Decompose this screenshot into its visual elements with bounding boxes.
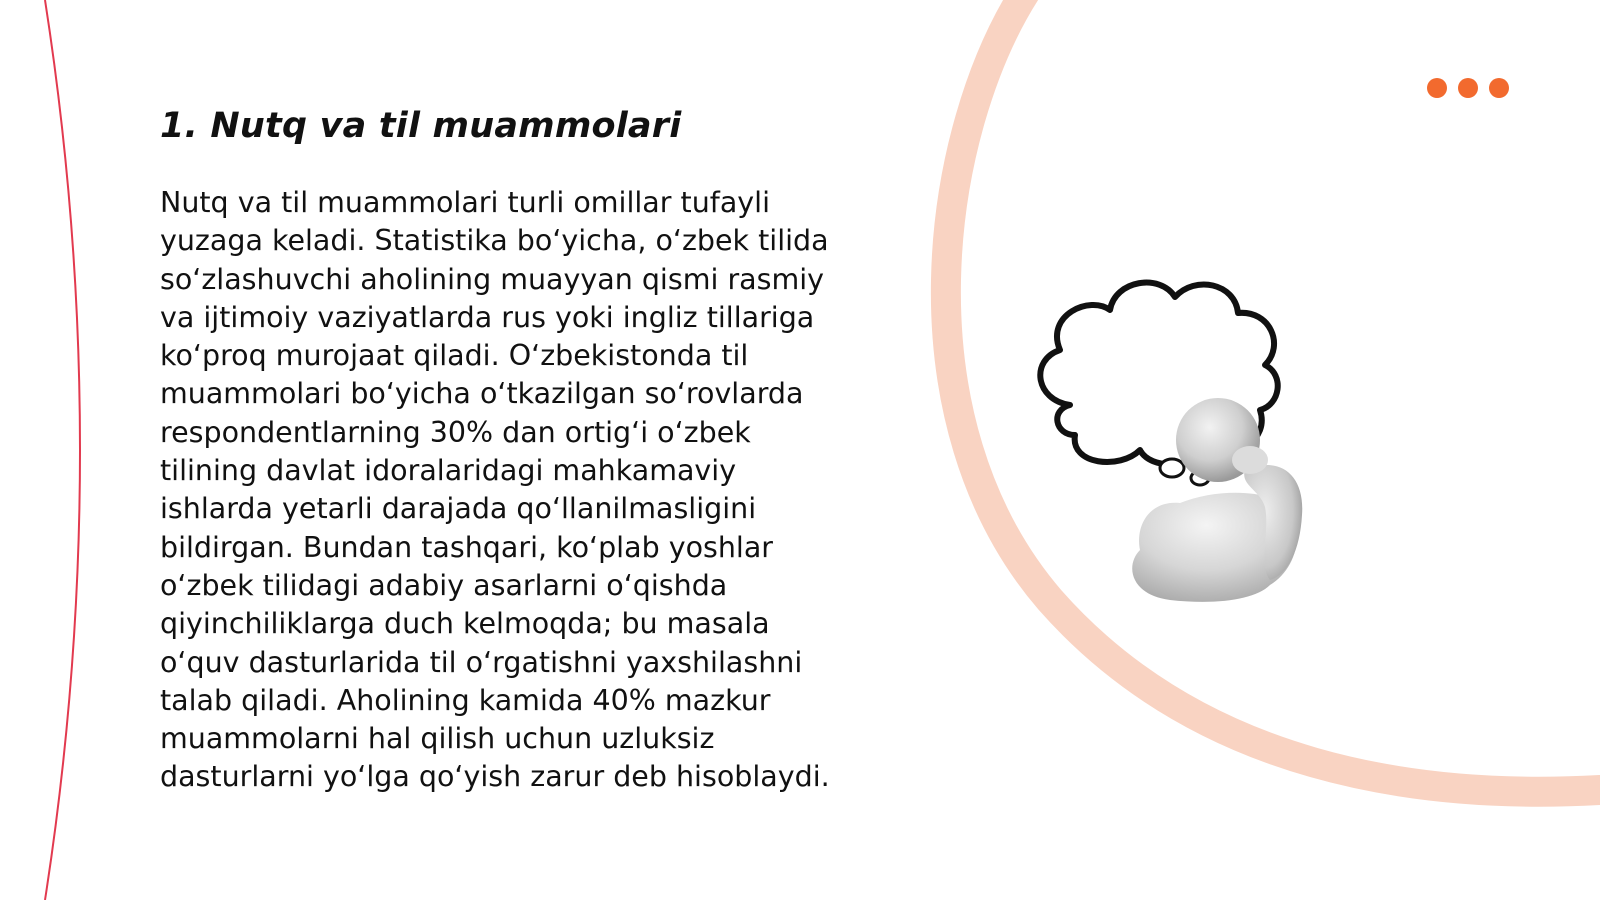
thought-bubble-small [1160,459,1184,477]
dot [1458,78,1478,98]
slide-title: 1. Nutq va til muammolari [160,106,682,146]
slide-body-text: Nutq va til muammolari turli omillar tufayli yuzaga keladi. Statistika bo‘yicha, o‘zbek tilida so‘zlashuvchi aholining muayyan qismi rasmiy va ijtimoiy vaziyatlarda rus yoki ingliz tillariga ko‘proq murojaat qiladi. O‘zbekistonda til muammolari bo‘yicha o‘tkazilgan so‘rovlarda respondentlarning 30% dan ortig‘i o‘zbek tilining davlat idoralaridagi mahkamaviy ishlarda yetarli darajada qo‘llanilmasligini bildirgan. Bundan tashqari, ko‘plab yoshlar o‘zbek tilidagi adabiy asarlarni o‘qishda qiyinchiliklarga duch kelmoqda; bu masala o‘quv dasturlarida til o‘rgatishni yaxshilashni talab qiladi. Aholining kamida 40% mazkur muammolarni hal qilish uchun uzluksiz dasturlarni yo‘lga qo‘yish zarur deb hisoblaydi. [160,186,830,794]
left-curve-line [45,0,80,900]
thinking-person-icon [1030,275,1350,615]
dot [1427,78,1447,98]
three-dots-icon [1427,78,1509,98]
person-hand [1232,446,1268,474]
dot [1489,78,1509,98]
